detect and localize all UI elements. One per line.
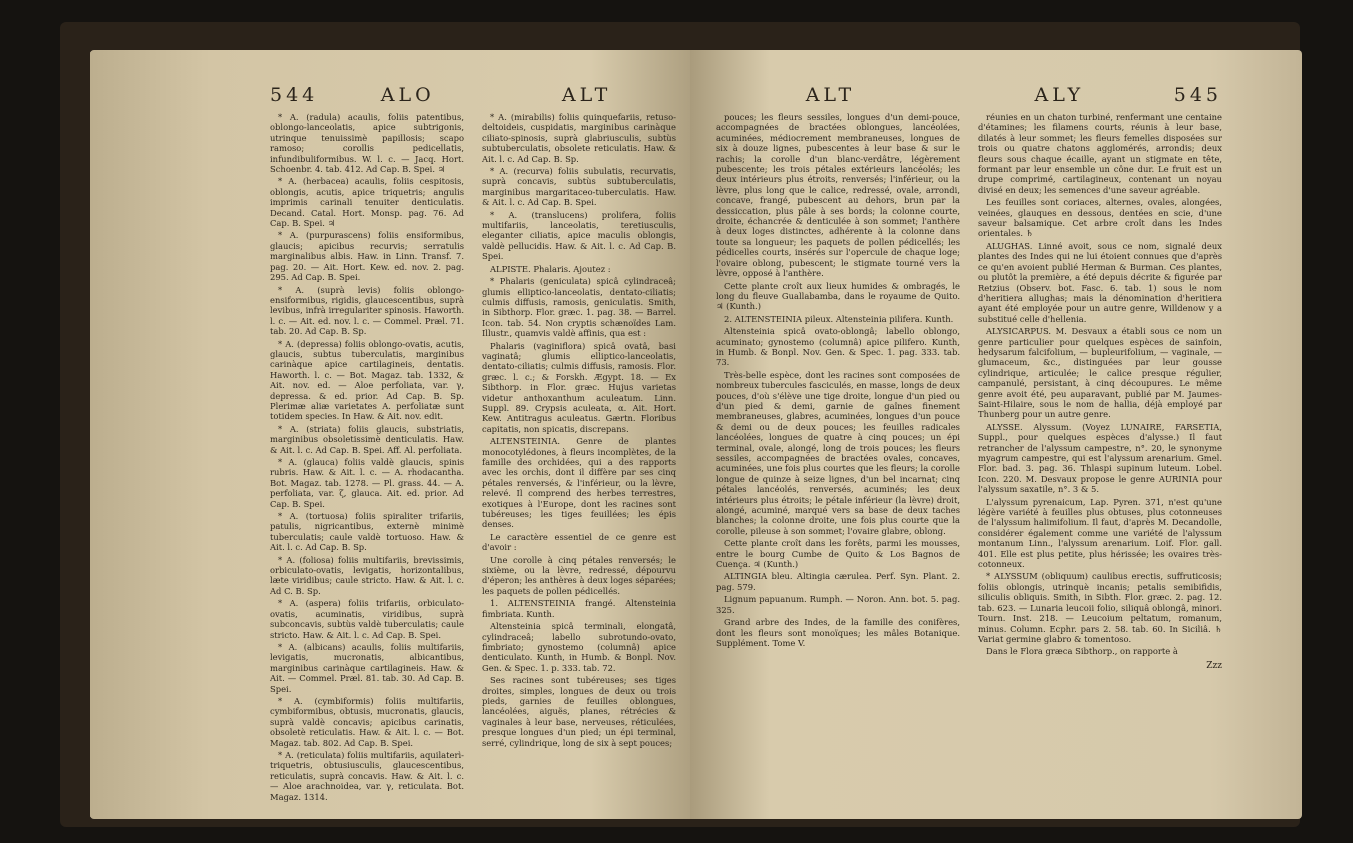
paragraph: * A. (reticulata) foliis multifariis, aquilaterì-triquetris, obtusiusculis, glaucescentibus, reticulatis, suprà concavis. Haw. & Ait. l. c. — Aloe arachnoidea, var. γ, reticulata. Bot. Magaz. 1314. (270, 749, 464, 802)
paragraph: 1. ALTENSTEINIA frangé. Altensteinia fimbriata. Kunth. (482, 598, 676, 619)
paragraph: * A. (suprà levis) foliis oblongo-ensiformibus, rigidis, glaucescentibus, suprà levibus, infrà irregulariter spinosis. Haworth. l. c. — Ait. ed. nov. l. c. — Commel. Præl. 71. tab. 20. Ad Cap. B. Sp. (270, 284, 464, 337)
paragraph: * A. (translucens) prolifera, foliis multifariis, lanceolatis, teretiusculis, eleganter ciliatis, apice maculis oblongis, valdè pellucidis. Haw. & Ait. l. c. Ad Cap. B. Spei. (482, 209, 676, 262)
paragraph: Le caractère essentiel de ce genre est d'avoir : (482, 531, 676, 553)
paragraph: Grand arbre des Indes, de la famille des conifères, dont les fleurs sont monoïques; les mâles Botanique. Supplément. Tome V. (716, 617, 960, 648)
left-page (90, 50, 702, 819)
paragraph: 2. ALTENSTEINIA pileux. Altensteinia pilifera. Kunth. (724, 313, 954, 324)
paragraph: Altensteinia spicâ terminali, elongatâ, cylindraceâ; labello subrotundo-ovato, fimbriato; gynostemo (columnâ) apice denticulato. Kunth, in Humb. & Bonpl. Nov. Gen. & Spec. 1. p. 333. tab. 72. (482, 621, 676, 673)
paragraph: * A. (radula) acaulis, foliis patentibus, oblongo-lanceolatis, apice subtrigonis, utrinque tenuissimè papillosis; scapo ramoso; corollis pedicellatis, infundibuliformibus. W. l. c. — Jacq. Hort. Schoenbr. 4. tab. 412. Ad Cap. B. Spei. ♃ (270, 112, 464, 175)
paragraph: Ses racines sont tubéreuses; ses tiges droites, simples, longues de deux ou trois pieds, garnies de feuilles oblongues, lancéolées, aiguës, planes, rétrécies & vaginales à leur base, nerveuses, réticulées, presque longues d'un pied; un épi terminal, serré, cylindrique, long de six à sept pouces; (482, 675, 676, 748)
text-column (978, 112, 1222, 659)
paragraph: * A. (albicans) acaulis, foliis multifariis, levigatis, mucronatis, albicantibus, marginibus carinàque cartilagineis. Haw. & Ait. — Commel. Præl. 81. tab. 30. Ad Cap. B. Spei. (270, 641, 464, 694)
page-number: 544 (270, 84, 319, 106)
paragraph: * A. (aspera) foliis trifariis, orbiculato-ovatis, acuminatis, viridibus, suprà subconcavis, subtùs valdè tuberculatis; caule stricto. Haw. & Ait. l. c. Ad Cap. B. Spei. (270, 598, 464, 640)
paragraph: * ALYSSUM (obliquum) caulibus erectis, suffruticosis; foliis oblongis, utrinquè incanis; petalis semibifidis, siliculis obliquis. Smith, in Sibth. Flor. græc. 2. pag. 12. tab. 623. — Lunaria leucoii folio, siliquâ oblongâ, minori. Tourn. Inst. 218. — Leucoium peltatum, romanum, minus. Column. Ecphr. pars 2. 58. tab. 60. In Siciliâ. ♄ Variat germine glabro & tomentoso. (978, 571, 1222, 644)
paragraph: Les feuilles sont coriaces, alternes, ovales, alongées, veinées, glauques en dessous, dentées en scie, d'une saveur balsamique. Cet arbre croît dans les Indes orientales. ♄ (978, 197, 1222, 239)
paragraph: * A. (herbacea) acaulis, foliis cespitosis, oblongis, acutis, apice triquetris; angulis imprimis carinali tenuiter denticulatis. Decand. Catal. Hort. Monsp. pag. 76. Ad Cap. B. Spei. ♃ (270, 176, 464, 229)
paragraph: Altensteinia spicâ ovato-oblongâ; labello oblongo, acuminato; gynostemo (columnâ) apice pilifero. Kunth, in Humb. & Bonpl. Nov. Gen. & Spec. 1. pag. 333. tab. 73. (716, 326, 960, 368)
paragraph: * A. (foliosa) foliis multifariis, brevissimis, orbiculato-ovatis, levigatis, horizontalibus, læte viridibus; caule stricto. Haw. & Ait. l. c. Ad C. B. Sp. (270, 554, 464, 596)
paragraph: Très-belle espèce, dont les racines sont composées de nombreux tubercules fasciculés, en masse, longs de deux pouces, d'où s'élève une tige droite, longue d'un pied ou d'un pied & demi, garnie de gaînes finement membraneuses, glabres, acuminées, longues d'un pouce & demi ou de deux pouces; les feuilles radicales lancéolées, longues de quatre à cinq pouces; un épi terminal, ovale, alongé, long de trois pouces; les fleurs sessiles, accompagnées de bractées ovales, concaves, acuminées, une fois plus courtes que les fleurs; la corolle longue de quinze à seize lignes, d'un bel incarnat; cinq pétales lancéolés, renversés, acuminés; les deux intérieurs plus étroits; le pétale inférieur (la lèvre) droit, alongé, acuminé, marqué vers sa base de deux taches blanches; la colonne droite, une fois plus courte que la corolle, pileuse à son sommet; l'ovaire glabre, oblong. (716, 369, 961, 536)
right-page (690, 50, 1302, 819)
paragraph: * A. (mirabilis) foliis quinquefariis, retuso-deltoideis, cuspidatis, marginibus carinàque ciliato-spinosis, suprà glabriusculis, subtùs subtuberculatis, obsolete reticulatis. Haw. & Ait. l. c. Ad Cap. B. Sp. (482, 112, 676, 164)
paragraph: * A. (glauca) foliis valdè glaucis, spinis rubris. Haw. & Ait. l. c. — A. rhodacantha. Bot. Magaz. tab. 1278. — Pl. grass. 44. — A. perfoliata, var. ζ, glauca. Ait. ed. prior. Ad Cap. B. Spei. (270, 457, 464, 509)
page-number: 545 (1173, 84, 1223, 106)
paragraph: Dans le Flora græca Sibthorp., on rapporte à (986, 646, 1178, 657)
paragraph: ALTINGIA bleu. Altingia cærulea. Perf. Syn. Plant. 2. pag. 579. (716, 571, 960, 592)
text-column (270, 112, 464, 804)
paragraph: * A. (cymbiformis) foliis multifariis, cymbiformibus, obtusis, mucronatis, glaucis, suprà valdè concavis; apicibus carinatis, obsoletè reticulatis. Haw. & Ait. l. c. — Bot. Magaz. tab. 802. Ad Cap. B. Spei. (270, 695, 464, 748)
paragraph: ALTENSTEINIA. Genre de plantes monocotylédones, à fleurs incomplètes, de la famille des orchidées, qui a des rapports avec les orchis, dont il diffère par ses cinq pétales renversés, & l'inférieur, ou la lèvre, relevé. Il comprend des herbes terrestres, exotiques à l'Europe, dont les racines sont tubéreuses; les tiges feuillées; les épis denses. (482, 436, 676, 530)
heading-left-col: ALT (805, 84, 856, 106)
paragraph: * A. (striata) foliis glaucis, substriatis, marginibus obsoletissimè denticulatis. Haw. & Ait. l. c. Ad Cap. B. Spei. Aff. Al. perfoliata. (270, 423, 464, 455)
heading-right-col: ALT (561, 84, 612, 106)
running-head-left (270, 84, 676, 106)
paragraph: * Phalaris (geniculata) spicâ cylindraceâ; glumis elliptico-lanceolatis, dentato-ciliatis; culmis diffusis, ramosis, geniculatis. Smith, in Sibthorp. Flor. græc. 1. pag. 38. — Barrel. Icon. tab. 54. Non cryptis schænoïdes Lam. Illustr., quamvis valdè affinis, qua est : (482, 276, 676, 339)
heading-left-col: ALO (380, 84, 435, 106)
text-column (716, 112, 960, 659)
paragraph: * A. (purpurascens) foliis ensiformibus, glaucis; apicibus recurvis; serratulis marginalibus albis. Haw. in Linn. Transf. 7. pag. 20. — Ait. Hort. Kew. ed. nov. 2. pag. 295. Ad Cap. B. Spei. (270, 230, 464, 283)
heading-right-col: ALY (1034, 84, 1085, 106)
text-column (482, 112, 676, 804)
paragraph: Cette plante croît dans les forêts, parmi les mousses, entre le bourg Cumbe de Quito & Los Bagnos de Cuença. ♃ (Kunth.) (716, 538, 960, 570)
paragraph: ALYSSE. Alyssum. (Voyez LUNAIRE, FARSETIA, Suppl., pour quelques espèces d'alysse.) Il faut retrancher de l'alyssum campestre, n°. 20, le synonyme myagrum campestre, qui est l'alyssum arenarium. Gmel. Flor. bad. 3. pag. 36. Thlaspi supinum luteum. Lobel. Icon. 220. M. Desvaux propose le genre AURINIA pour l'alyssum saxatile, n°. 3 & 5. (978, 421, 1222, 495)
paragraph: * A. (recurva) foliis subulatis, recurvatis, suprà concavis, subtùs subtuberculatis, marginibus margaritaceo-tuberculatis. Haw. & Ait. l. c. Ad Cap. B. Spei. (482, 166, 676, 208)
paragraph: * A. (tortuosa) foliis spiraliter trifariis, patulis, nigricantibus, externè minimè tuberculatis; caule valdè tortuoso. Haw. & Ait. l. c. Ad Cap. B. Sp. (270, 511, 464, 553)
paragraph: ALYSICARPUS. M. Desvaux a établi sous ce nom un genre particulier pour quelques espèces de sainfoin, hedysarum falcifolium, — bupleurifolium, — vaginale, — glumaceum, &c., distinguées par leur gousse cylindrique, articulée; le calice presque régulier, campanulé, persistant, à cinq découpures. Le même genre avoit été, peu auparavant, publié par M. Jaumes-Saint-Hilaire, sous le nom de hallia, déjà employé par Thunberg pour un autre genre. (978, 326, 1222, 420)
paragraph: Phalaris (vaginiflora) spicâ ovatâ, basi vaginatâ; glumis elliptico-lanceolatis, dentato-ciliatis; culmis diffusis, ramosis. Flor. græc. l. c.; & Forskh. Ægypt. 18. — Ex Sibthorp. in Flor. græc. Hujus varietas videtur anthoxanthum aculeatum. Linn. Suppl. 89. Crypsis aculeata, α. Ait. Hort. Kew. Antitragus aculeatus. Gærtn. Floribus capitatis, non spicatis, discrepans. (482, 340, 676, 434)
paragraph: Une corolle à cinq pétales renversés; le sixième, ou la lèvre, redressé, dépourvu d'éperon; les anthères à deux loges séparées; les paquets de pollen pédicellés. (482, 554, 676, 596)
running-head-right (716, 84, 1222, 106)
paragraph: Lignum papuanum. Rumph. — Noron. Ann. bot. 5. pag. 325. (716, 594, 960, 615)
paragraph: réunies en un chaton turbiné, renfermant une centaine d'étamines; les filamens courts, réunis à leur base, dilatés à leur sommet; les fleurs femelles disposées sur trois ou quatre chatons agglomérés, arrondis; deux fleurs sous chaque écaille, ayant un stigmate en tête, formant par leur ensemble un cône dur. Le fruit est un drupe comprimé, cartilagineux, contenant un noyau divisé en deux; les semences d'une saveur agréable. (978, 112, 1222, 195)
signature-mark: Zzz (1206, 660, 1222, 671)
paragraph: * A. (depressa) foliis oblongo-ovatis, acutis, glaucis, subtus tuberculatis, marginibus carinàque apice cartilagineis, dentatis. Haworth. l. c. — Bot. Magaz. tab. 1332, & Ait. nov. ed. — Aloe perfoliata, var. γ, depressa. & ed. prior. Ad Cap. B. Sp. Plerimæ aliæ varietates A. perfoliatæ sunt totidem species. In Haw. & Ait. nov. edit. (270, 338, 464, 422)
paragraph: ALUGHAS. Linné avoit, sous ce nom, signalé deux plantes des Indes qui ne lui étoient connues que d'après ce qu'en avoient publié Herman & Burman. Ces plantes, ou plutôt la première, a été depuis décrite & figurée par Retzius (Observ. bot. Fasc. 6. tab. 1) sous le nom d'heritiera allughas; mais la dénomination d'heritiera ayant été employée pour un autre genre, Willdenow y a substitué celle d'hellenia. (978, 240, 1222, 324)
open-book (60, 22, 1300, 827)
paragraph: ALPISTE. Phalaris. Ajoutez : (490, 263, 611, 274)
paragraph: pouces; les fleurs sessiles, longues d'un demi-pouce, accompagnées de bractées oblongues, lancéolées, acuminées, médiocrement membraneuses, longues de six à douze lignes, pubescentes à leur base & sur le rachis; la corolle d'un blanc-verdâtre, légèrement pubescente; les trois pétales extérieurs lancéolés; les deux intérieurs plus étroits, renversés; l'inférieur, ou la lèvre, plus long que le calice, redressé, ovale, arrondi, concave, frangé, pubescent au dehors, brun par la dessiccation, plus pâle à ses bords; la colonne courte, droite, échancrée & denticulée à son sommet; l'anthère à deux loges distinctes, adhérente à la colonne dans toute sa longueur; les paquets de pollen pédicellés; les pédicelles courts, insérés sur l'opercule de chaque loge; l'ovaire oblong, pubescent; le stigmate tourné vers la lèvre, opposé à l'anthère. (716, 112, 960, 279)
paragraph: L'alyssum pyrenaicum, Lap. Pyren. 371, n'est qu'une légère variété à feuilles plus obtuses, plus cotonneuses de l'alyssum halimifolium. Il faut, d'après M. Decandolle, considérer également comme une variété de l'alyssum montanum Linn., l'alyssum arenarium. Loif. Flor. gall. 401. Elle est plus petite, plus hérissée; les ovaires très-cotonneux. (978, 496, 1222, 570)
paragraph: Cette plante croît aux lieux humides & ombragés, le long du fleuve Guallabamba, dans le royaume de Quito. ♃ (Kunth.) (716, 280, 960, 312)
